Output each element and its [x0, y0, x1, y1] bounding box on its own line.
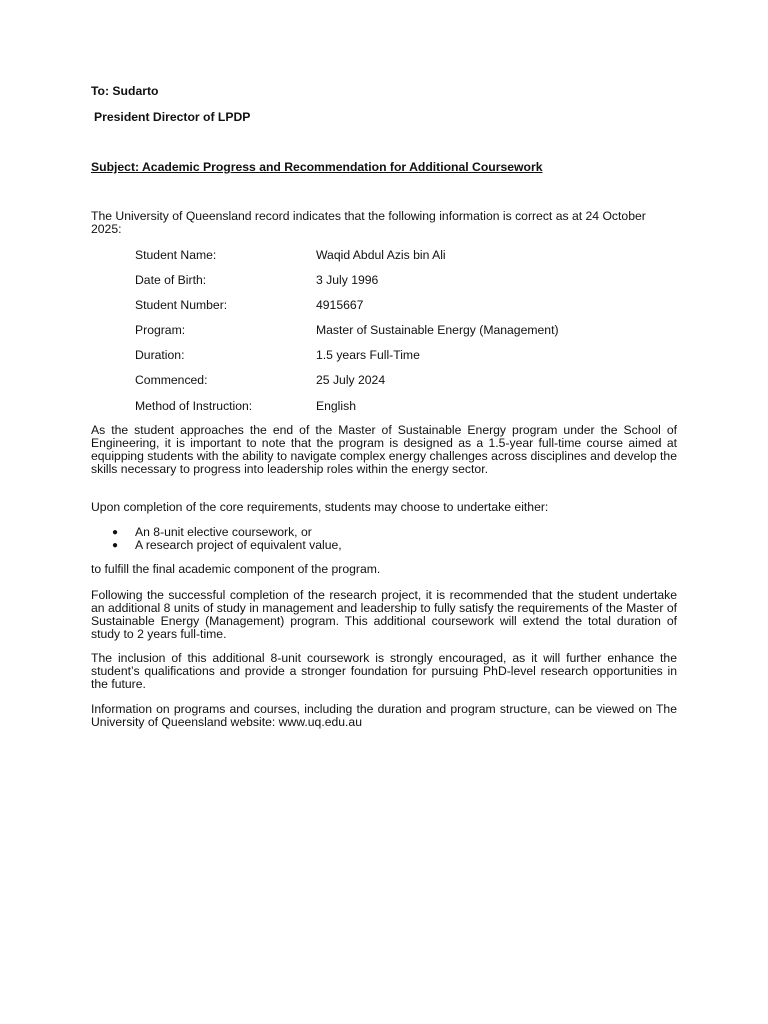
- bullet-icon: ●: [112, 540, 119, 551]
- detail-value: 1.5 years Full-Time: [316, 348, 420, 363]
- detail-label: Method of Instruction:: [135, 398, 253, 413]
- recipient-name: To: Sudarto: [91, 84, 159, 98]
- detail-row-program: [135, 323, 655, 348]
- detail-value: Waqid Abdul Azis bin Ali: [316, 248, 446, 262]
- list-item: [112, 539, 672, 552]
- encouragement-paragraph: The inclusion of this additional 8-unit coursework is strongly encouraged, as it will further enhance the student’s qualifications and provide a stronger foundation for pursuing PhD-level research opportunities in the future.: [91, 651, 677, 691]
- bullet-icon: ●: [112, 527, 119, 538]
- options-intro-paragraph: Upon completion of the core requirements, students may choose to undertake either:: [91, 500, 549, 514]
- detail-row-commenced: [135, 373, 655, 398]
- detail-value: 4915667: [316, 298, 364, 313]
- detail-row-duration: [135, 348, 655, 373]
- detail-row-student-number: [135, 298, 655, 323]
- letter-subject: Subject: Academic Progress and Recommendation for Additional Coursework: [91, 160, 543, 174]
- list-item-text: A research project of equivalent value,: [135, 538, 342, 552]
- list-item-text: An 8-unit elective coursework, or: [135, 525, 312, 539]
- detail-label: Student Number:: [135, 298, 228, 313]
- recommendation-paragraph: Following the successful completion of the research project, it is recommended that the student undertake an additional 8 units of study in management and leadership to fully satisfy the requirements of the Master of Sustainable Energy (Management) program. This additional coursework will extend the total duration of study to 2 years full-time.: [91, 588, 677, 641]
- detail-label: Commenced:: [135, 373, 208, 388]
- detail-label: Date of Birth:: [135, 273, 207, 288]
- detail-label: Student Name:: [135, 248, 217, 262]
- detail-value: Master of Sustainable Energy (Management): [316, 323, 559, 338]
- detail-row-method-of-instruction: [135, 399, 655, 424]
- detail-value: 25 July 2024: [316, 373, 386, 388]
- recipient-title: President Director of LPDP: [94, 110, 251, 124]
- intro-paragraph: The University of Queensland record indicates that the following information is correct as at 24 October 2025:: [91, 209, 646, 236]
- detail-value: English: [316, 398, 356, 413]
- detail-value: 3 July 1996: [316, 273, 379, 288]
- detail-row-date-of-birth: [135, 273, 655, 298]
- detail-label: Program:: [135, 323, 186, 338]
- program-description-paragraph: As the student approaches the end of the Master of Sustainable Energy program under the School of Engineering, it is important to note that the program is designed as a 1.5-year full-time course aimed at equipping students with the ability to navigate complex energy challenges across disciplines and develop the skills necessary to progress into leadership roles within the energy sector.: [91, 423, 677, 476]
- detail-row-student-name: [135, 248, 655, 273]
- options-list: [112, 526, 672, 552]
- detail-label: Duration:: [135, 348, 185, 363]
- options-outro-paragraph: to fulfill the final academic component of the program.: [91, 562, 381, 576]
- student-details: [135, 248, 655, 424]
- website-info-paragraph: Information on programs and courses, including the duration and program structure, can be viewed on The University of Queensland website: www.uq.edu.au: [91, 702, 677, 729]
